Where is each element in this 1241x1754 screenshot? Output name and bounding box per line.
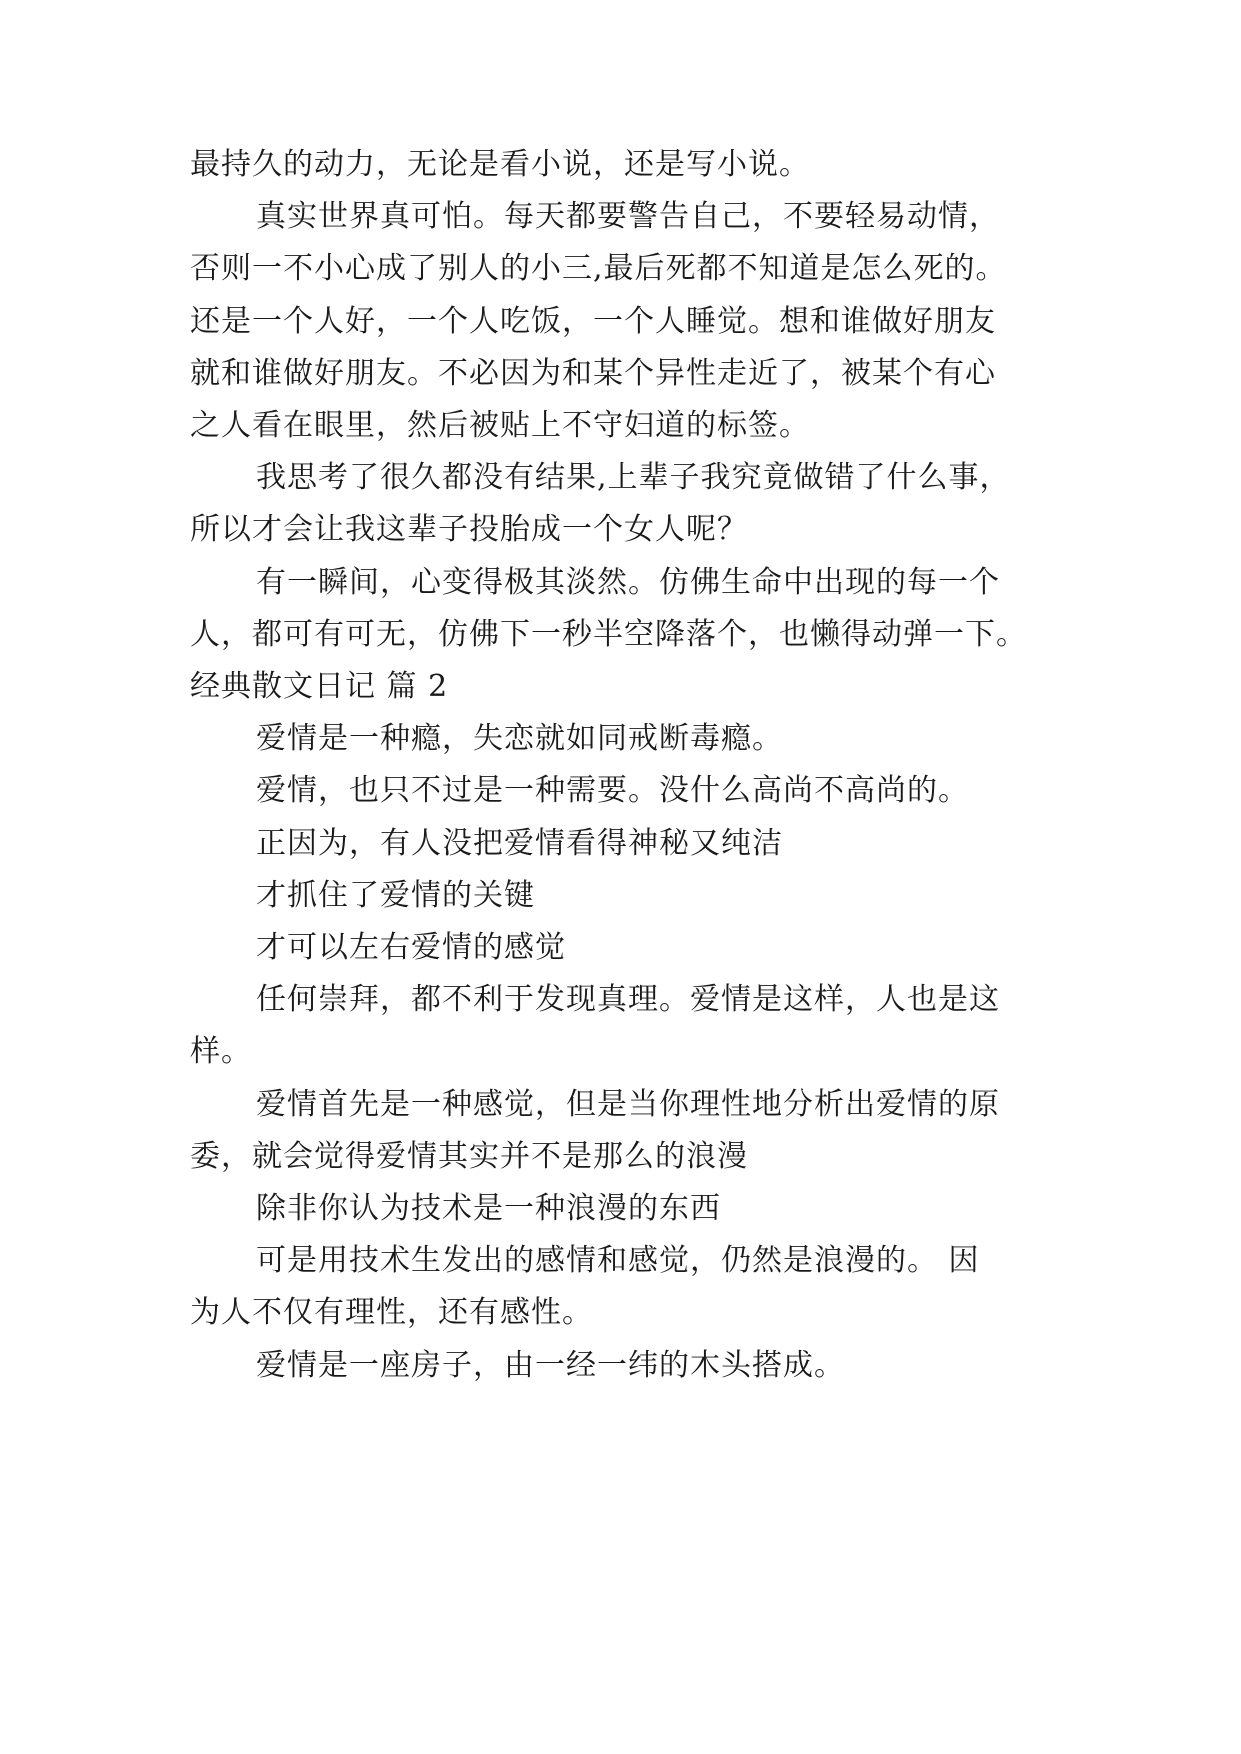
section-heading: 经典散文日记 篇 2: [190, 669, 449, 704]
text-line: 可是用技术生发出的感情和感觉，仍然是浪漫的。 因: [256, 1243, 980, 1279]
text-line: 委，就会觉得爱情其实并不是那么的浪漫: [190, 1138, 748, 1174]
text-line: 为人不仅有理性，还有感性。: [190, 1295, 593, 1331]
text-line: 正因为，有人没把爱情看得神秘又纯洁: [256, 825, 783, 861]
text-line: 最持久的动力，无论是看小说，还是写小说。: [190, 147, 810, 182]
text-line: 爱情首先是一种感觉，但是当你理性地分析出爱情的原: [256, 1086, 1000, 1122]
text-line: 之人看在眼里，然后被贴上不守妇道的标签。: [190, 408, 810, 443]
text-line: 爱情是一座房子，由一经一纬的木头搭成。: [256, 1347, 845, 1383]
text-line: 我思考了很久都没有结果,上辈子我究竟做错了什么事，: [256, 460, 1011, 496]
text-line: 否则一不小心成了别人的小三,最后死都不知道是怎么死的。: [190, 251, 1007, 287]
text-line: 就和谁做好朋友。不必因为和某个异性走近了，被某个有心: [190, 355, 996, 391]
text-line: 爱情是一种瘾，失恋就如同戒断毒瘾。: [256, 721, 783, 757]
text-line: 除非你认为技术是一种浪漫的东西: [256, 1191, 721, 1226]
text-line: 还是一个人好，一个人吃饭，一个人睡觉。想和谁做好朋友: [190, 303, 996, 339]
text-line: 所以才会让我这辈子投胎成一个女人呢？: [190, 512, 748, 548]
text-line: 才抓住了爱情的关键: [256, 877, 535, 913]
text-line: 任何崇拜，都不利于发现真理。爱情是这样，人也是这: [256, 982, 1000, 1018]
text-line: 有一瞬间，心变得极其淡然。仿佛生命中出现的每一个: [256, 564, 1000, 600]
text-line: 真实世界真可怕。每天都要警告自己，不要轻易动情，: [256, 199, 1000, 235]
text-line: 样。: [190, 1034, 252, 1070]
text-line: 才可以左右爱情的感觉: [256, 930, 566, 965]
text-line: 人，都可有可无，仿佛下一秒半空降落个，也懒得动弹一下。: [190, 616, 1027, 652]
text-line: 爱情，也只不过是一种需要。没什么高尚不高尚的。: [256, 773, 969, 809]
